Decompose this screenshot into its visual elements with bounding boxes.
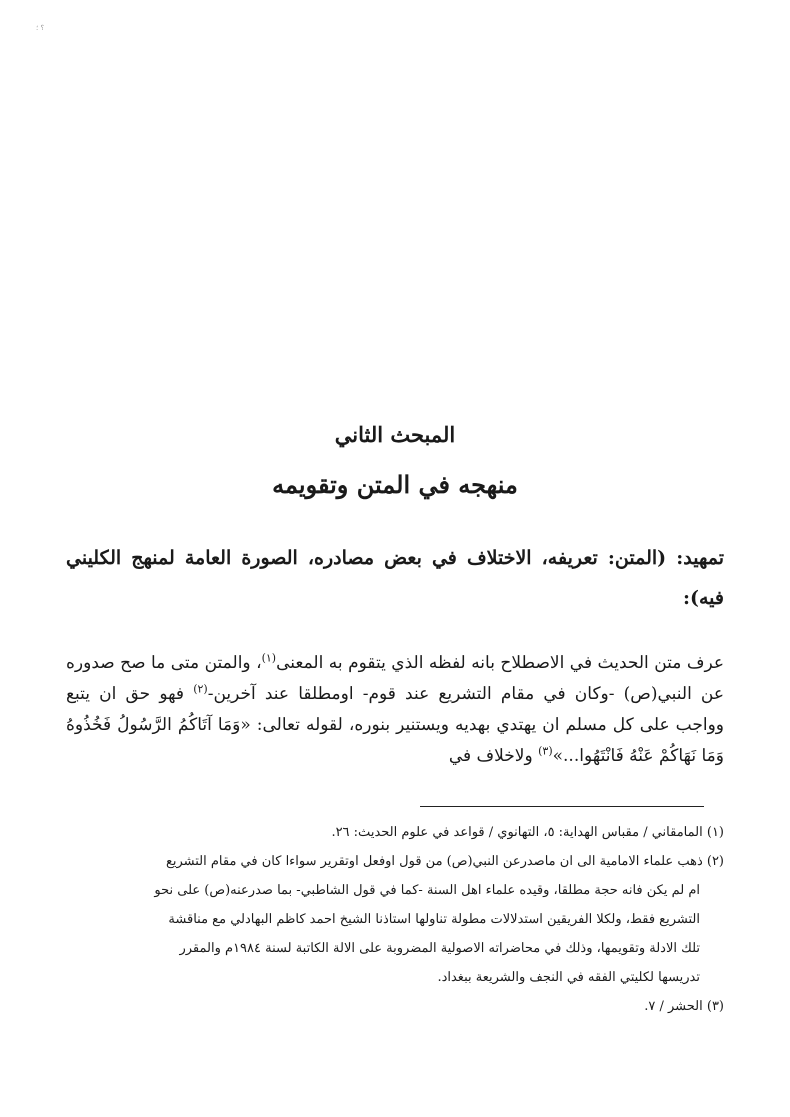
body-text-2: ، والمتن متى ما صح صدوره عن النبي(ص) -وكان في مقام التشريع عند قوم- اومطلقا عند آخرين- xyxy=(66,653,724,704)
body-text-4: ولاخلاف في xyxy=(448,746,539,766)
footnote-ref-2[interactable]: (٢) xyxy=(193,682,208,696)
footnote-ref-1[interactable]: (١) xyxy=(261,651,277,665)
footnote-1: (١) المامقاني / مقباس الهداية: ٥، التهانوي / قواعد في علوم الحديث: ٢٦. xyxy=(331,825,724,840)
footnote-2-line-5: تدريسها لكليتي الفقه في النجف والشريعة ببغداد. xyxy=(437,970,700,985)
section-heading: المبحث الثاني xyxy=(334,422,456,447)
body-text-3: فهو حق ان يتبع وواجب على كل مسلم ان يهتدي بهديه ويستنير بنوره، لقوله تعالى: «وَمَا آتَاكُمُ الرَّسُولُ فَخُذُوهُ وَمَا نَهَاكُمْ عَنْهُ فَانْتَهُوا...» xyxy=(66,684,724,766)
section-title: منهجه في المتن وتقويمه xyxy=(272,470,518,499)
footnotes xyxy=(66,818,724,1021)
footnote-divider xyxy=(420,806,704,807)
footnote-3: (٣) الحشر / ٧. xyxy=(644,999,724,1014)
footnote-2-line-1: (٢) ذهب علماء الامامية الى ان ماصدرعن النبي(ص) من قول اوفعل اوتقرير سواءا كان في مقام التشريع xyxy=(165,854,724,869)
footnote-2-line-2: ام لم يكن فانه حجة مطلقا، وقيده علماء اهل السنة -كما في قول الشاطبي- بما صدرعنه(ص) على نحو xyxy=(154,883,700,898)
intro-heading: تمهيد: (المتن: تعريفه، الاختلاف في بعض مصادره، الصورة العامة لمنهج الكليني فيه): xyxy=(66,547,724,609)
footnote-2-line-4: تلك الادلة وتقويمها، وذلك في محاضراته الاصولية المضروبة على الالة الكاتبة لسنة ١٩٨٤م والمقرر xyxy=(179,941,700,956)
footnote-2-line-3: التشريع فقط، ولكلا الفريقين استدلالات مطولة تناولها استاذنا الشيخ احمد كاظم البهادلي مع مناقشة xyxy=(168,912,700,927)
body-paragraph xyxy=(66,648,724,772)
body-text-1: عرف متن الحديث في الاصطلاح بانه لفظه الذي يتقوم به المعنى xyxy=(276,653,724,673)
footnote-ref-3[interactable]: (٣) xyxy=(538,744,553,758)
corner-mark: ؟ ؛ xyxy=(36,24,45,32)
